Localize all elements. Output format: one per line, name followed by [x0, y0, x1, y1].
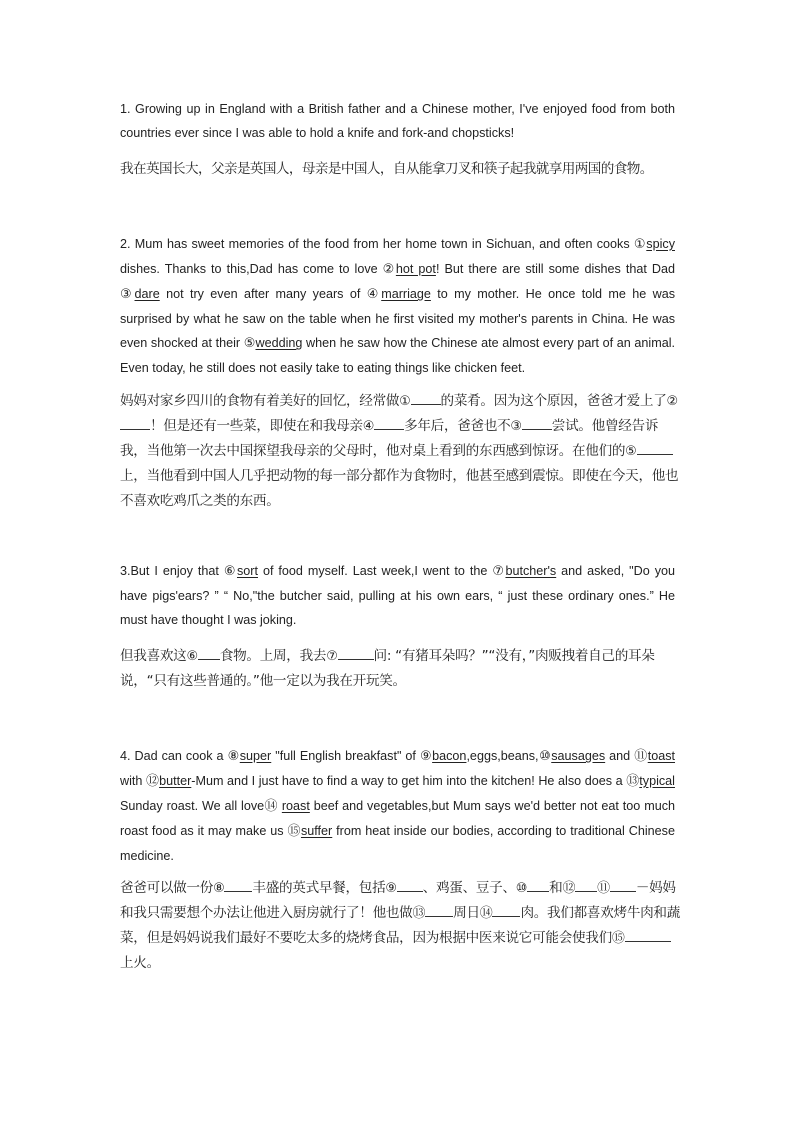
text-run: 肉。我们都喜欢烤牛肉和蔬菜，但是妈妈说我们最好不要吃太多的烧烤食品，因为根据中医来说它可能会使我们 — [120, 905, 680, 946]
text-run: 、鸡蛋、豆子、 — [422, 880, 516, 896]
vocab-word-3: dare — [134, 287, 160, 301]
paragraph-3-english — [120, 559, 675, 632]
blank-6 — [198, 646, 220, 660]
number-11: ⑪ — [597, 881, 610, 896]
number-14: ⑭ — [479, 906, 493, 921]
paragraph-2-chinese — [120, 389, 680, 514]
paragraph-4 — [120, 744, 675, 868]
text-run: of food myself. Last week,I went to the — [257, 564, 493, 578]
paragraph-3-chinese — [120, 644, 680, 694]
blank-11 — [610, 878, 636, 892]
text-run: 上火。 — [120, 955, 160, 971]
vocab-word-10: sausages — [551, 749, 606, 763]
text-run: 3.But I enjoy that — [120, 564, 224, 578]
number-10: ⑩ — [515, 881, 528, 896]
number-4: ④ — [366, 287, 382, 302]
vocab-word-1: spicy — [646, 237, 675, 251]
text-run: dishes. Thanks to this,Dad has come to love — [120, 262, 383, 276]
vocab-word-8: super — [239, 749, 272, 763]
blank-8 — [224, 878, 252, 892]
number-3: ③ — [510, 419, 522, 434]
text-run: 问: “有猪耳朵吗？”“没有，”肉贩拽着自己的耳朵说，“只有这些普通的。”他一定以为我在开玩笑。 — [120, 648, 655, 689]
number-9: ⑨ — [385, 881, 397, 896]
blank-1 — [411, 391, 441, 405]
paragraph-4-english — [120, 744, 675, 868]
text-run: 食物。上周，我去 — [219, 648, 327, 664]
paragraph-2-translation-block — [120, 389, 680, 514]
vocab-word-4: marriage — [381, 287, 431, 301]
vocab-word-14: roast — [281, 799, 310, 813]
number-11: ⑪ — [634, 749, 648, 764]
text-run: "full English breakfast" of — [271, 749, 420, 763]
text-run: 上，当他看到中国人几乎把动物的每一部分都作为食物时，他甚至感到震惊。即使在今天，他也不喜欢吃鸡爪之类的东西。 — [120, 468, 679, 509]
vocab-word-6: sort — [236, 564, 258, 578]
text-run: 丰盛的英式早餐，包括 — [252, 880, 386, 896]
number-6: ⑥ — [186, 649, 198, 664]
number-12: ⑫ — [562, 881, 576, 896]
text-run: 的菜肴。因为这个原因，爸爸才爱上了 — [440, 393, 667, 409]
number-9: ⑨ — [419, 749, 433, 764]
text-run: with — [120, 774, 146, 788]
number-15: ⑮ — [287, 824, 301, 839]
number-5: ⑤ — [625, 444, 637, 459]
number-15: ⑮ — [611, 931, 625, 946]
paragraph-2-english — [120, 232, 675, 380]
text-run: 和 — [549, 880, 563, 896]
blank-7 — [338, 646, 374, 660]
blank-4 — [374, 416, 404, 430]
vocab-word-12: butter — [159, 774, 192, 788]
vocab-word-15: suffer — [300, 824, 333, 838]
text-run: and — [605, 749, 635, 763]
number-3: ③ — [120, 287, 135, 302]
vocab-word-11: toast — [647, 749, 676, 763]
text-run: 4. Dad can cook a — [120, 749, 228, 763]
blank-2 — [120, 416, 150, 430]
number-1: ① — [399, 394, 411, 409]
number-8: ⑧ — [213, 881, 225, 896]
text-run: beef and vegetables,but Mum says we'd better not eat too much roast food as it may make us — [120, 799, 676, 838]
text-run: from heat inside our bodies, according to traditional Chinese medicine. — [120, 824, 675, 863]
blank-13 — [425, 903, 453, 917]
vocab-word-13: typical — [639, 774, 675, 788]
number-2: ② — [666, 394, 678, 409]
text-run: -Mum and I just have to find a way to get him into the kitchen! He also does a — [191, 774, 627, 788]
vocab-word-5: wedding — [255, 336, 303, 350]
vocab-word-9: bacon — [432, 749, 467, 763]
blank-14 — [492, 903, 520, 917]
paragraph-4-chinese — [120, 876, 680, 976]
paragraph-4-translation-block — [120, 876, 680, 976]
number-14: ⑭ — [264, 799, 278, 814]
blank-3 — [522, 416, 552, 430]
vocab-word-2: hot pot — [395, 262, 436, 276]
number-13: ⑬ — [412, 906, 426, 921]
vocab-word-7: butcher's — [505, 564, 557, 578]
number-5: ⑤ — [243, 336, 256, 351]
text-run: 尝试。他曾经告诉我，当他第一次去中国探望我母亲的父母时，他对桌上看到的东西感到惊讶。在他们的 — [120, 418, 659, 459]
number-12: ⑫ — [145, 774, 160, 789]
paragraph-3 — [120, 559, 675, 632]
paragraph-1-english: 1. Growing up in England with a British father and a Chinese mother, I've enjoyed food from both countries ever since I was able to hold a knife and fork-and chopsticks! — [120, 102, 675, 140]
blank-5 — [637, 441, 673, 455]
text-run: 周日 — [453, 905, 480, 921]
paragraph-1-translation-block — [120, 157, 685, 182]
text-run: ,eggs,beans, — [466, 749, 539, 763]
text-run: and asked, "Do you have pigs'ears? ” “ No,"the butcher said, pulling at his own ears, “ just these ordinary ones.” He must have thought I was joking. — [120, 564, 676, 627]
paragraph-1-chinese: 我在英国长大，父亲是英国人，母亲是中国人，自从能拿刀叉和筷子起我就享用两国的食物。 — [120, 161, 653, 177]
number-10: ⑩ — [538, 749, 552, 764]
number-6: ⑥ — [223, 564, 237, 579]
text-run: not try even after many years of — [159, 287, 367, 301]
text-run: ! But there are still some dishes that Dad — [435, 262, 676, 276]
text-run: ！但是还有一些菜，即使在和我母亲 — [150, 418, 363, 434]
blank-9 — [397, 878, 423, 892]
text-run: 爸爸可以做一份 — [120, 880, 214, 896]
number-8: ⑧ — [227, 749, 240, 764]
number-4: ④ — [362, 419, 375, 434]
paragraph-2 — [120, 232, 675, 380]
paragraph-3-translation-block — [120, 644, 680, 694]
text-run: 妈妈对家乡四川的食物有着美好的回忆，经常做 — [120, 393, 400, 409]
text-run: 但我喜欢这 — [120, 648, 187, 664]
number-7: ⑦ — [326, 649, 338, 664]
text-run: to my mother. He once told me he was surprised by what he saw on the table when he first visited my mother's parents in China. He was even shocked at their — [120, 287, 676, 350]
number-1: ① — [633, 237, 647, 252]
blank-12 — [575, 878, 597, 892]
number-2: ② — [382, 262, 396, 277]
number-7: ⑦ — [492, 564, 506, 579]
text-run: 2. Mum has sweet memories of the food from her home town in Sichuan, and often cooks — [120, 237, 634, 251]
paragraph-1 — [120, 97, 675, 145]
text-run: 多年后，爸爸也不 — [404, 418, 511, 434]
text-run: Sunday roast. We all love — [120, 799, 265, 813]
blank-10 — [527, 878, 549, 892]
blank-15 — [625, 928, 671, 942]
text-run: －妈妈和我只需要想个办法让他进入厨房就行了！他也做 — [120, 880, 676, 921]
text-run: when he saw how the Chinese ate almost every part of an animal. Even today, he still does not easily take to eating things like chicken feet. — [120, 336, 675, 375]
number-13: ⑬ — [626, 774, 640, 789]
